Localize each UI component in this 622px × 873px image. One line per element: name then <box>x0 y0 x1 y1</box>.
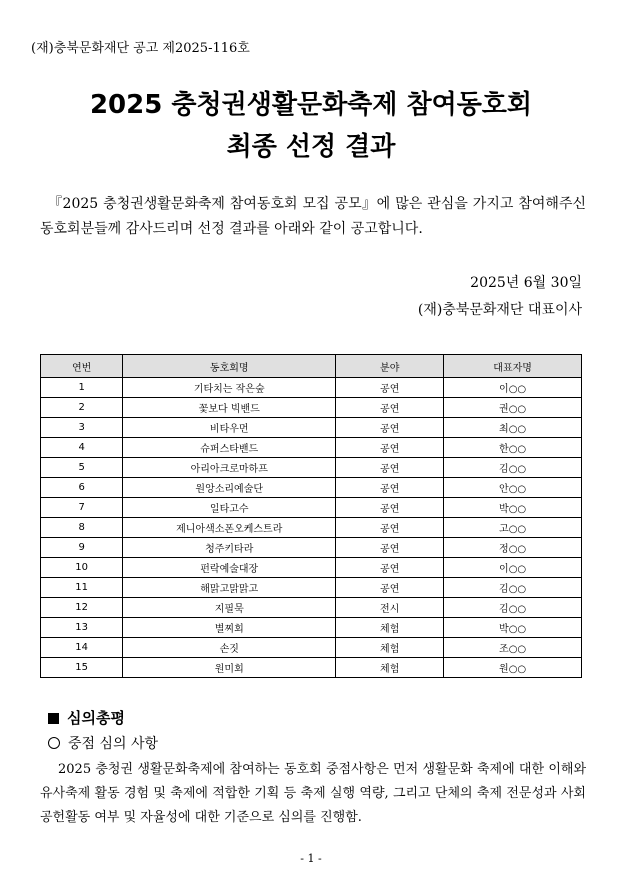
cell-number: 14 <box>41 638 123 658</box>
cell-representative: 최○○ <box>444 418 582 438</box>
table-row <box>41 658 582 678</box>
table-row <box>41 518 582 538</box>
table-row <box>41 558 582 578</box>
table-header-row <box>41 355 582 378</box>
cell-club-name: 원앙소리예술단 <box>123 478 336 498</box>
cell-representative: 이○○ <box>444 558 582 578</box>
column-header-number: 연번 <box>41 355 123 378</box>
cell-club-name: 손짓 <box>123 638 336 658</box>
cell-field: 전시 <box>336 598 444 618</box>
cell-number: 13 <box>41 618 123 638</box>
table-row <box>41 498 582 518</box>
cell-number: 2 <box>41 398 123 418</box>
cell-field: 체험 <box>336 658 444 678</box>
table-row <box>41 418 582 438</box>
page-number: - 1 - <box>300 852 322 865</box>
cell-number: 1 <box>41 378 123 398</box>
cell-number: 6 <box>41 478 123 498</box>
document-subtitle: 최종 선정 결과 <box>226 132 396 162</box>
cell-number: 12 <box>41 598 123 618</box>
issuer-name: (재)충북문화재단 대표이사 <box>417 302 582 318</box>
cell-representative: 김○○ <box>444 598 582 618</box>
cell-representative: 원○○ <box>444 658 582 678</box>
cell-representative: 김○○ <box>444 578 582 598</box>
review-subsection-heading <box>48 733 158 753</box>
cell-number: 15 <box>41 658 123 678</box>
column-header-club-name: 동호회명 <box>123 355 336 378</box>
cell-representative: 권○○ <box>444 398 582 418</box>
table-row <box>41 398 582 418</box>
column-header-field: 분야 <box>336 355 444 378</box>
circle-bullet-icon <box>48 737 60 749</box>
cell-field: 공연 <box>336 418 444 438</box>
cell-representative: 안○○ <box>444 478 582 498</box>
cell-number: 7 <box>41 498 123 518</box>
cell-field: 공연 <box>336 558 444 578</box>
cell-field: 공연 <box>336 438 444 458</box>
cell-number: 3 <box>41 418 123 438</box>
cell-club-name: 비타우먼 <box>123 418 336 438</box>
cell-representative: 김○○ <box>444 458 582 478</box>
cell-club-name: 슈퍼스타밴드 <box>123 438 336 458</box>
cell-number: 8 <box>41 518 123 538</box>
selection-table <box>40 354 582 678</box>
cell-club-name: 일타고수 <box>123 498 336 518</box>
cell-club-name: 기타치는 작은숲 <box>123 378 336 398</box>
notice-number: (재)충북문화재단 공고 제2025-116호 <box>31 41 250 56</box>
column-header-representative: 대표자명 <box>444 355 582 378</box>
cell-field: 공연 <box>336 538 444 558</box>
table-row <box>41 458 582 478</box>
table-row <box>41 638 582 658</box>
document-title: 2025 충청권생활문화축제 참여동호회 <box>89 90 533 120</box>
table-row <box>41 438 582 458</box>
table-body <box>41 378 582 678</box>
cell-field: 공연 <box>336 398 444 418</box>
cell-number: 9 <box>41 538 123 558</box>
cell-club-name: 아리아크로마하프 <box>123 458 336 478</box>
review-subsection-title: 중점 심의 사항 <box>68 736 159 752</box>
table-row <box>41 578 582 598</box>
cell-field: 공연 <box>336 478 444 498</box>
cell-number: 11 <box>41 578 123 598</box>
cell-field: 체험 <box>336 618 444 638</box>
cell-number: 5 <box>41 458 123 478</box>
cell-number: 4 <box>41 438 123 458</box>
announcement-date: 2025년 6월 30일 <box>470 275 582 291</box>
cell-field: 공연 <box>336 578 444 598</box>
cell-field: 공연 <box>336 378 444 398</box>
cell-club-name: 꽃보다 빅밴드 <box>123 398 336 418</box>
table-row <box>41 378 582 398</box>
cell-club-name: 해맑고맑맑고 <box>123 578 336 598</box>
cell-club-name: 원미회 <box>123 658 336 678</box>
square-bullet-icon <box>48 713 59 724</box>
intro-paragraph: 『2025 충청권생활문화축제 참여동호회 모집 공모』에 많은 관심을 가지고 참여해주신 동호회분들께 감사드리며 선정 결과를 아래와 같이 공고합니다. <box>40 196 586 237</box>
review-section-heading <box>48 707 125 728</box>
cell-representative: 박○○ <box>444 618 582 638</box>
table-row <box>41 538 582 558</box>
cell-representative: 이○○ <box>444 378 582 398</box>
cell-number: 10 <box>41 558 123 578</box>
cell-field: 체험 <box>336 638 444 658</box>
review-body: 2025 충청권 생활문화축제에 참여하는 동호회 중점사항은 먼저 생활문화 축제에 대한 이해와 유사축제 활동 경험 및 축제에 적합한 기획 등 축제 실행 역량, 그리고 단체의 축제 전문성과 사회공헌활동 여부 및 자율성에 대한 기준으로 심의를 진행함. <box>40 762 586 825</box>
cell-field: 공연 <box>336 458 444 478</box>
cell-field: 공연 <box>336 498 444 518</box>
table-row <box>41 478 582 498</box>
table-row <box>41 598 582 618</box>
cell-club-name: 청주키타라 <box>123 538 336 558</box>
cell-field: 공연 <box>336 518 444 538</box>
cell-club-name: 지필묵 <box>123 598 336 618</box>
cell-representative: 한○○ <box>444 438 582 458</box>
cell-club-name: 펀락예술대장 <box>123 558 336 578</box>
cell-representative: 고○○ <box>444 518 582 538</box>
review-section-title: 심의총평 <box>67 709 125 727</box>
cell-representative: 정○○ <box>444 538 582 558</box>
cell-club-name: 별찌회 <box>123 618 336 638</box>
cell-representative: 조○○ <box>444 638 582 658</box>
table-row <box>41 618 582 638</box>
cell-representative: 박○○ <box>444 498 582 518</box>
cell-club-name: 제니아색소폰오케스트라 <box>123 518 336 538</box>
